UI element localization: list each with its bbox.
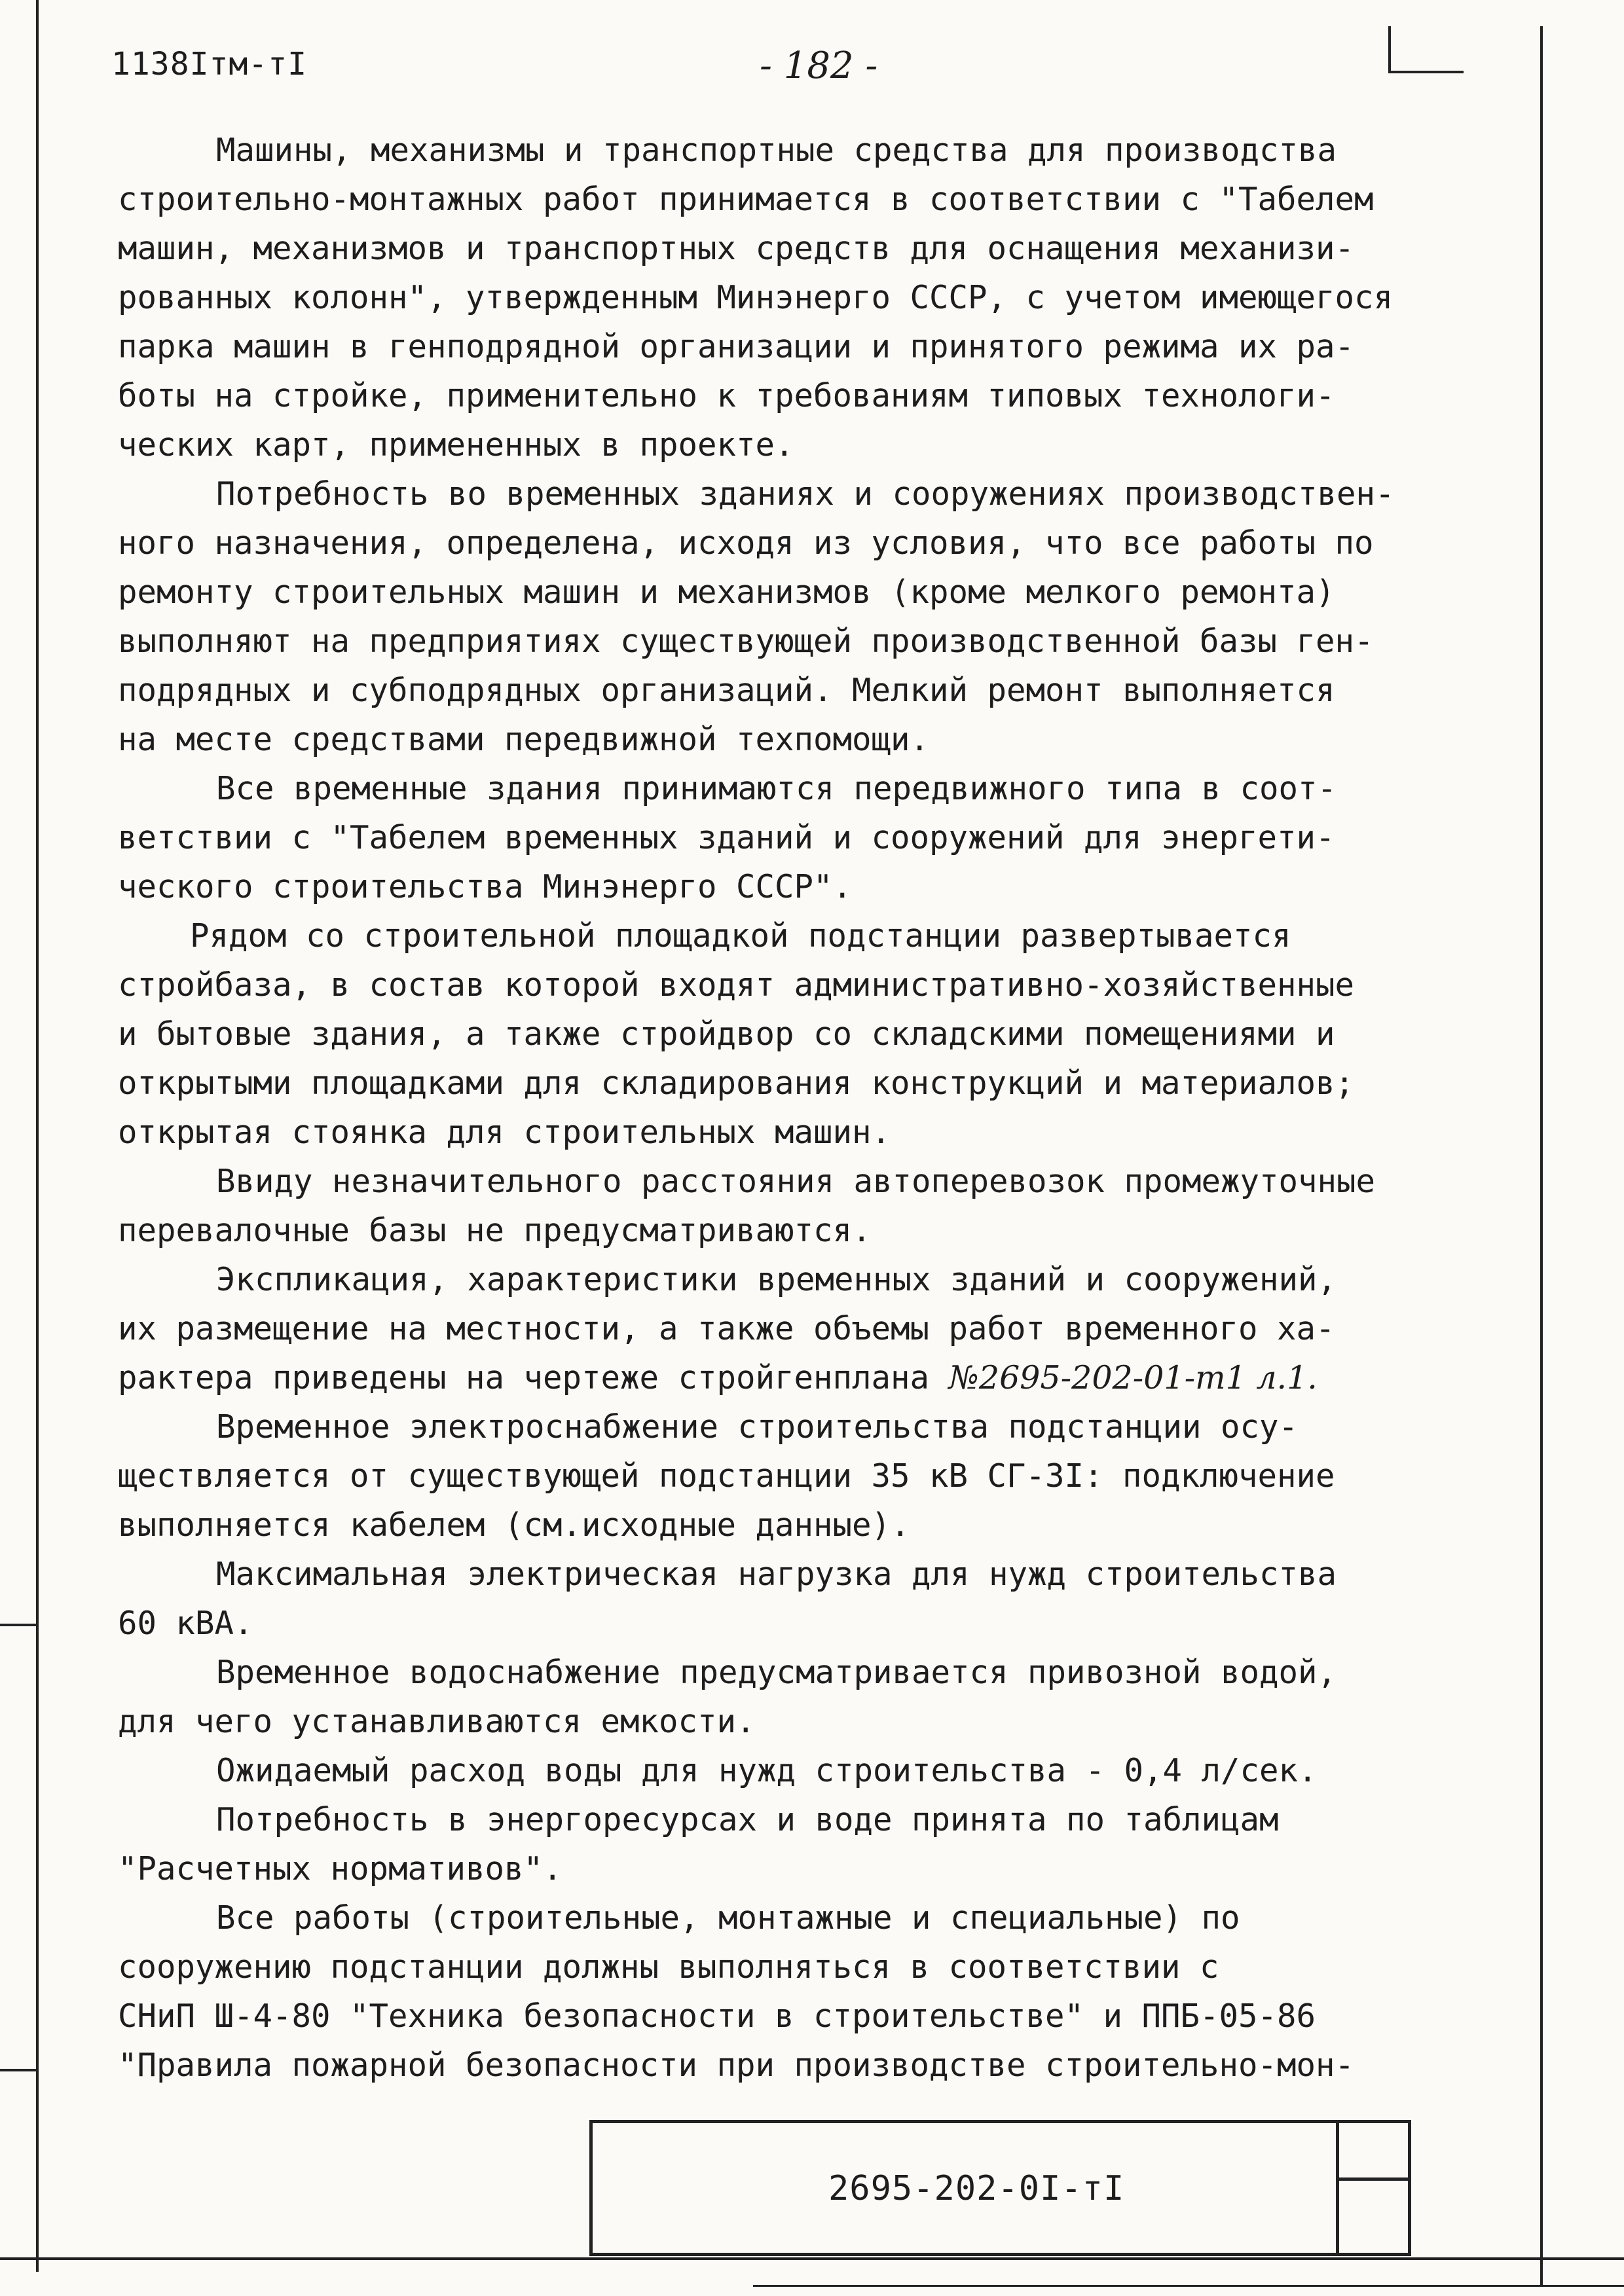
binding-tick (0, 1624, 38, 1626)
paragraph-mobile-buildings: Все временные здания принимаются передвижного типа в соот- ветствии с "Табелем временных зданий и сооружений для энергети- ческого строительства Минэнерго СССР". (118, 770, 1337, 905)
corner-box-v (1388, 26, 1391, 72)
paragraph-water-supply: Временное водоснабжение предусматривается привозной водой, для чего устанавливаются емкости. (118, 1654, 1337, 1740)
paragraph-max-load: Максимальная электрическая нагрузка для нужд строительства 60 кВА. (118, 1556, 1337, 1642)
paragraph-safety: Все работы (строительные, монтажные и специальные) по сооружению подстанции должны выполняться в соответствии с СНиП Ш-4-80 "Техника безопасности в строительстве" и ППБ-05-86 "Правила пожарной безопасности при производстве строительно-мон- (118, 1899, 1355, 2084)
frame-left-line (36, 0, 39, 2272)
body-text (118, 126, 1441, 2090)
title-block (589, 2120, 1411, 2256)
corner-box-h (1388, 71, 1464, 73)
paragraph-construction-base: Рядом со строительной площадкой подстанции развертывается стройбаза, в состав которой входят административно-хозяйственные и бытовые здания, а также стройдвор со складскими помещениями и открытыми площадками для складирования конструкций и материалов; открытая стоянка для строительных машин. (118, 917, 1355, 1151)
paragraph-explication: Экспликация, характеристики временных зданий и сооружений, их размещение на местности, а также объемы работ временного ха- рактера приведены на чертеже стройгенплана №2695-202-01-т1 л.1. (118, 1261, 1337, 1396)
inventory-number: 1138Iтм-тI (111, 46, 307, 82)
handwritten-drawing-reference: №2695-202-01-т1 л.1. (948, 1359, 1318, 1396)
paragraph-temporary-buildings-need: Потребность во временных зданиях и сооружениях производствен- ного назначения, определена, исходя из условия, что все работы по ремонту строительных машин и механизмов (кроме мелкого ремонта) выполняют на предприятиях существующей производственной базы ген- подрядных и субподрядных организаций. Мелкий ремонт выполняется на месте средствами передвижной техпомощи. (118, 475, 1395, 758)
frame-bottom-line-2 (753, 2285, 1624, 2287)
frame-bottom-line (0, 2257, 1624, 2260)
frame-right-line (1540, 26, 1543, 2285)
binding-tick (0, 2069, 38, 2071)
paragraph-water-consumption: Ожидаемый расход воды для нужд строительства - 0,4 л/сек. (216, 1752, 1318, 1789)
page-number: - 182 - (760, 45, 878, 87)
paragraph-power-supply: Временное электроснабжение строительства подстанции осу- ществляется от существующей подстанции 35 кВ СГ-3I: подключение выполняется кабелем (см.исходные данные). (118, 1408, 1335, 1544)
paragraph-resource-norms: Потребность в энергоресурсах и воде принята по таблицам "Расчетных нормативов". (118, 1801, 1279, 1887)
paragraph-transfer-bases: Ввиду незначительного расстояния автоперевозок промежуточные перевалочные базы не предусматриваются. (118, 1163, 1376, 1249)
sheet-number-cell (1336, 2120, 1411, 2256)
document-code: 2695-202-0I-тI (828, 2169, 1125, 2208)
paragraph-machines: Машины, механизмы и транспортные средства для производства строительно-монтажных работ принимается в соответствии с "Табелем машин, механизмов и транспортных средств для оснащения механизи- рованных колонн", утвержденным Минэнерго СССР, с учетом имеющегося парка машин в генподрядной организации и принятого режима их ра- боты на стройке, применительно к требованиям типовых технологи- ческих карт, примененных в проекте. (118, 132, 1393, 464)
